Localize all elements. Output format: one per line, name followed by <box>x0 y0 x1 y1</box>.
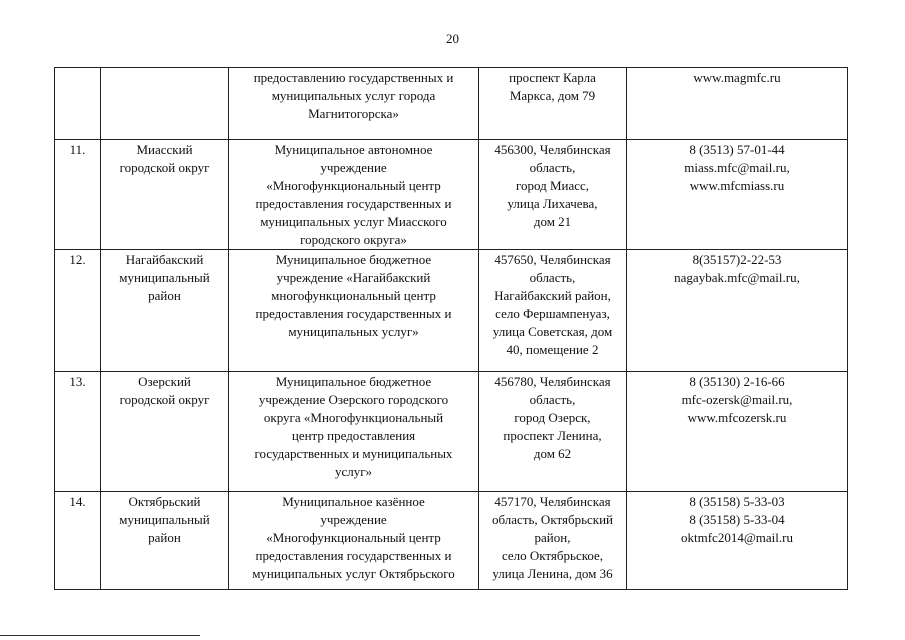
organization-cell-line: Магнитогорска» <box>308 106 399 121</box>
municipality-cell <box>101 68 229 140</box>
contacts-cell-line: oktmfc2014@mail.ru <box>681 530 793 545</box>
footnote-rule <box>0 635 200 636</box>
organization-cell-line: центр предоставления <box>291 428 416 443</box>
organization-cell-line: Муниципальное бюджетное <box>275 252 432 267</box>
contacts-cell-line: 8 (35130) 2-16-66 <box>689 374 785 389</box>
table-row <box>55 250 848 372</box>
organization-cell-line: предоставления государственных и <box>255 306 452 321</box>
municipality-cell-line: район <box>148 530 181 545</box>
organization-cell <box>229 372 479 492</box>
address-cell <box>479 68 627 140</box>
organization-cell-line: учреждение Озерского городского <box>258 392 449 407</box>
organization-cell-line: округа «Многофункциональный <box>263 410 444 425</box>
organization-cell-line: муниципальных услуг» <box>288 324 419 339</box>
address-cell-line: улица Советская, дом <box>492 324 613 339</box>
address-cell-line: район, <box>534 530 571 545</box>
address-cell-line: село Фершампенуаз, <box>495 306 610 321</box>
municipality-cell-line: городской округ <box>119 392 210 407</box>
address-cell-line: 457650, Челябинская <box>494 252 611 267</box>
organization-cell-line: муниципальных услуг города <box>271 88 436 103</box>
organization-cell-line: предоставления государственных и <box>255 196 452 211</box>
address-cell-line: область, <box>529 160 576 175</box>
address-cell-line: проспект Карла <box>509 70 596 85</box>
address-cell-line: область, <box>529 392 576 407</box>
address-cell <box>479 250 627 372</box>
organization-cell-line: муниципальных услуг Октябрьского <box>252 566 455 581</box>
contacts-cell <box>627 372 848 492</box>
row-number: 14. <box>55 492 101 590</box>
contacts-cell-line: www.mfcozersk.ru <box>687 410 787 425</box>
organization-cell-line: Муниципальное казённое <box>282 494 425 509</box>
address-cell-line: село Октябрьское, <box>501 548 604 563</box>
address-cell-line: Маркса, дом 79 <box>509 88 596 103</box>
municipality-cell <box>101 492 229 590</box>
organization-cell-line: Муниципальное автономное <box>274 142 433 157</box>
organization-cell-line: государственных и муниципальных <box>254 446 453 461</box>
contacts-cell <box>627 492 848 590</box>
municipality-cell-line: городской округ <box>119 160 210 175</box>
contacts-cell <box>627 250 848 372</box>
table-row <box>55 140 848 250</box>
organization-cell-line: «Многофункциональный центр <box>266 530 441 545</box>
address-cell-line: проспект Ленина, <box>503 428 602 443</box>
contacts-cell-line: miass.mfc@mail.ru, <box>684 160 790 175</box>
organization-cell <box>229 250 479 372</box>
address-cell-line: Нагайбакский район, <box>494 288 611 303</box>
address-cell-line: дом 62 <box>533 446 572 461</box>
address-cell-line: город Озерск, <box>514 410 591 425</box>
organization-cell-line: «Многофункциональный центр <box>266 178 441 193</box>
contacts-cell-line: nagaybak.mfc@mail.ru, <box>674 270 800 285</box>
contacts-cell-line: 8(35157)2-22-53 <box>692 252 782 267</box>
row-number: 12. <box>55 250 101 372</box>
row-number <box>55 68 101 140</box>
mfc-registry-table <box>54 67 848 590</box>
municipality-cell <box>101 372 229 492</box>
address-cell-line: 457170, Челябинская <box>494 494 611 509</box>
table-row <box>55 68 848 140</box>
organization-cell-line: предоставлению государственных и <box>253 70 454 85</box>
organization-cell-line: Муниципальное бюджетное <box>275 374 432 389</box>
row-number: 13. <box>55 372 101 492</box>
contacts-cell <box>627 68 848 140</box>
contacts-cell-line: 8 (3513) 57-01-44 <box>689 142 785 157</box>
address-cell-line: 40, помещение 2 <box>506 342 599 357</box>
contacts-cell-line: mfc-ozersk@mail.ru, <box>681 392 793 407</box>
address-cell-line: область, Октябрьский <box>492 512 613 527</box>
address-cell <box>479 492 627 590</box>
organization-cell-line: городского округа» <box>300 232 407 247</box>
municipality-cell-line: район <box>148 288 181 303</box>
municipality-cell <box>101 250 229 372</box>
address-cell-line: 456780, Челябинская <box>494 374 611 389</box>
organization-cell-line: услуг» <box>334 464 373 479</box>
contacts-cell-line: 8 (35158) 5-33-04 <box>689 512 785 527</box>
address-cell-line: 456300, Челябинская <box>494 142 611 157</box>
contacts-cell-line: www.magmfc.ru <box>693 70 781 85</box>
table-row <box>55 372 848 492</box>
organization-cell <box>229 140 479 250</box>
address-cell-line: дом 21 <box>533 214 572 229</box>
page-number: 20 <box>446 31 459 46</box>
organization-cell-line: учреждение <box>320 160 387 175</box>
row-number: 11. <box>55 140 101 250</box>
municipality-cell-line: Нагайбакский <box>125 252 204 267</box>
municipality-cell-line: муниципальный <box>119 270 210 285</box>
table-row <box>55 492 848 590</box>
contacts-cell <box>627 140 848 250</box>
organization-cell-line: учреждение <box>320 512 387 527</box>
municipality-cell-line: Миасский <box>136 142 193 157</box>
municipality-cell-line: муниципальный <box>119 512 210 527</box>
contacts-cell-line: 8 (35158) 5-33-03 <box>689 494 785 509</box>
address-cell-line: область, <box>529 270 576 285</box>
organization-cell-line: учреждение «Нагайбакский <box>276 270 431 285</box>
address-cell-line: улица Ленина, дом 36 <box>492 566 613 581</box>
municipality-cell <box>101 140 229 250</box>
organization-cell <box>229 68 479 140</box>
organization-cell-line: муниципальных услуг Миасского <box>260 214 447 229</box>
address-cell-line: улица Лихачева, <box>507 196 598 211</box>
address-cell <box>479 140 627 250</box>
address-cell <box>479 372 627 492</box>
municipality-cell-line: Озерский <box>138 374 191 389</box>
contacts-cell-line: www.mfcmiass.ru <box>689 178 785 193</box>
organization-cell-line: многофункциональный центр <box>271 288 436 303</box>
municipality-cell-line: Октябрьский <box>128 494 201 509</box>
organization-cell-line: предоставления государственных и <box>255 548 452 563</box>
organization-cell <box>229 492 479 590</box>
address-cell-line: город Миасс, <box>515 178 590 193</box>
